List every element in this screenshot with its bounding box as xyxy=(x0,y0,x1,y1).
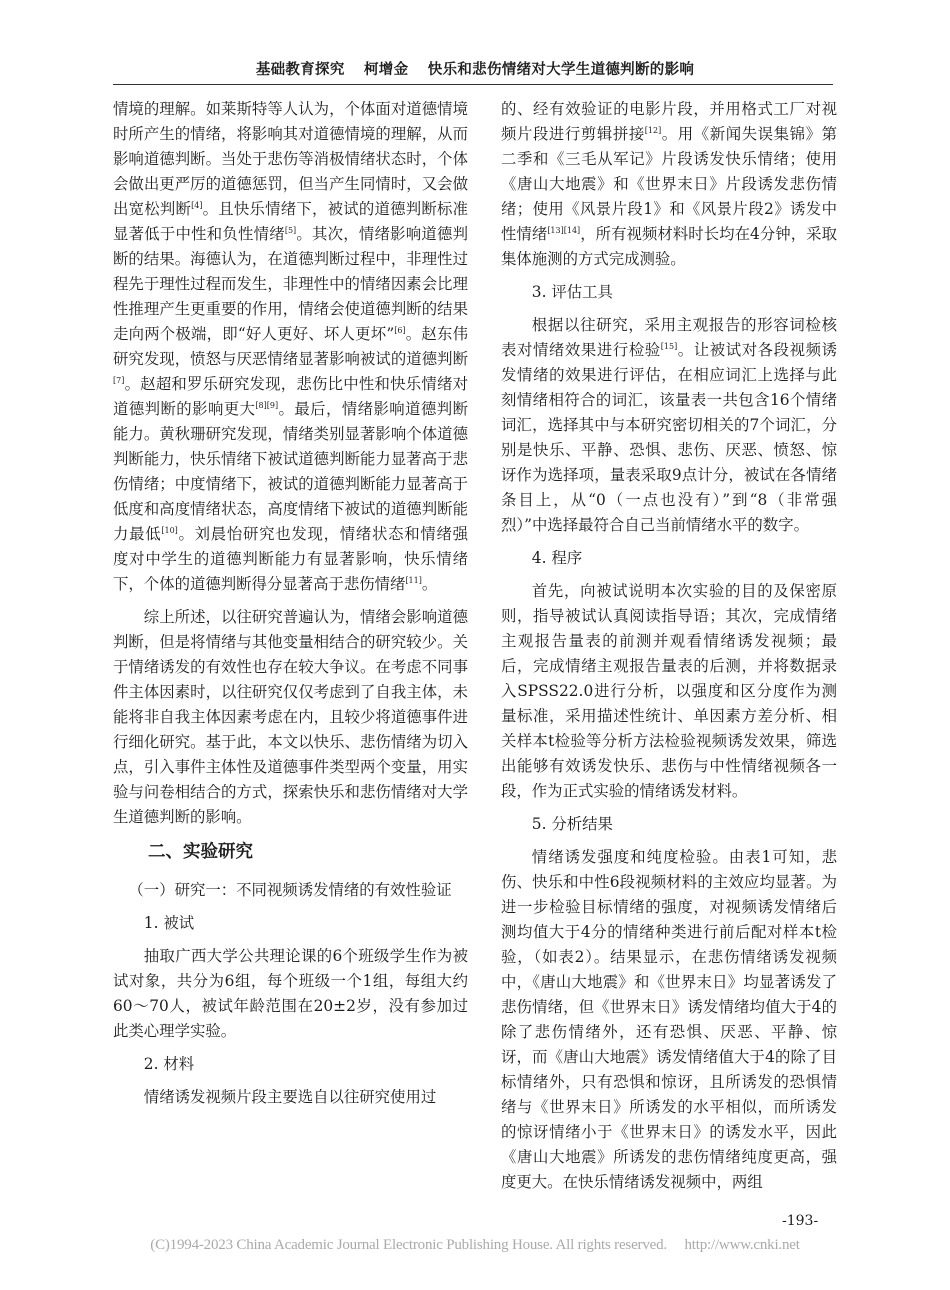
citation: [8][9] xyxy=(255,400,279,410)
copyright-text: (C)1994-2023 China Academic Journal Electronic Publishing House. All rights reserved. xyxy=(150,1237,667,1253)
article-title: 快乐和悲伤情绪对大学生道德判断的影响 xyxy=(427,61,695,78)
page-number: -193- xyxy=(782,1213,819,1229)
subheading-instrument: 3. 评估工具 xyxy=(531,283,613,301)
study1-heading: （一）研究一：不同视频诱发情绪的有效性验证 xyxy=(128,881,452,899)
subheading-participants: 1. 被试 xyxy=(143,914,195,932)
left-column xyxy=(113,97,468,1118)
footer-url[interactable]: http://www.cnki.net xyxy=(684,1237,800,1253)
subheading-results: 5. 分析结果 xyxy=(531,815,613,833)
copyright-footer xyxy=(0,1237,950,1254)
citation: [12] xyxy=(644,125,662,135)
paragraph-summary: 综上所述，以往研究普遍认为，情绪会影响道德判断，但是将情绪与其他变量相结合的研究较少。关于情绪诱发的有效性也存在较大争议。在考虑不同事件主体因素时，以往研究仅仅考虑到了自我主体，未能将非自我主体因素考虑在内，且较少将道德事件进行细化研究。基于此，本文以快乐、悲伤情绪为切入点，引入事件主体性及道德事件类型两个变量，用实验与问卷相结合的方式，探索快乐和悲伤情绪对大学生道德判断的影响。 xyxy=(113,608,468,826)
right-column xyxy=(501,97,837,1203)
citation: [5] xyxy=(284,225,297,235)
header-divider xyxy=(113,84,833,85)
paragraph-participants: 抽取广西大学公共理论课的6个班级学生作为被试对象，共分为6组，每个班级一个1组，每组大约60～70人，被试年龄范围在20±2岁，没有参加过此类心理学实验。 xyxy=(113,947,468,1040)
paragraph-materials-start: 情绪诱发视频片段主要选自以往研究使用过 xyxy=(143,1088,437,1106)
author-name: 柯增金 xyxy=(364,61,409,78)
citation: [13][14] xyxy=(547,225,581,235)
section-heading: 二、实验研究 xyxy=(148,842,253,862)
subheading-procedure: 4. 程序 xyxy=(531,549,583,567)
running-header xyxy=(0,58,950,79)
paragraph-procedure: 首先，向被试说明本次实验的目的及保密原则，指导被试认真阅读指导语；其次，完成情绪主观报告量表的前测并观看情绪诱发视频；最后，完成情绪主观报告量表的后测，并将数据录入SPSS22.0进行分析，以强度和区分度作为测量标准，采用描述性统计、单因素方差分析、相关样本t检验等分析方法检验视频诱发效果，筛选出能够有效诱发快乐、悲伤与中性情绪视频各一段，作为正式实验的情绪诱发材料。 xyxy=(501,582,837,800)
citation: [11] xyxy=(405,575,422,585)
citation: [15] xyxy=(660,341,678,351)
paragraph-results: 情绪诱发强度和纯度检验。由表1可知，悲伤、快乐和中性6段视频材料的主效应均显著。为进一步检验目标情绪的强度，对视频诱发情绪后测均值大于4分的情绪种类进行前后配对样本t检验，（如表2）。结果显示，在悲伤情绪诱发视频中，《唐山大地震》和《世界末日》均显著诱发了悲伤情绪，但《世界末日》诱发情绪均值大于4的除了悲伤情绪外，还有恐惧、厌恶、平静、惊讶，而《唐山大地震》诱发情绪值大于4的除了目标情绪外，只有恐惧和惊讶，且所诱发的恐惧情绪与《世界末日》所诱发的水平相似，而所诱发的惊讶情绪小于《世界末日》的诱发水平，因此《唐山大地震》所诱发的悲伤情绪纯度更高，强度更大。在快乐情绪诱发视频中，两组 xyxy=(501,848,837,1191)
journal-name: 基础教育探究 xyxy=(255,61,345,78)
paragraph-materials-cont: 的、经有效验证的电影片段，并用格式工厂对视频片段进行剪辑拼接[12]。用《新闻失误集锦》第二季和《三毛从军记》片段诱发快乐情绪；使用《唐山大地震》和《世界末日》片段诱发悲伤情绪；使用《风景片段1》和《风景片段2》诱发中性情绪[13][14]，所有视频材料时长均在4分钟，采取集体施测的方式完成测验。 xyxy=(501,100,837,268)
citation: [10] xyxy=(161,525,178,535)
paragraph-instrument: 根据以往研究，采用主观报告的形容词检核表对情绪效果进行检验[15]。让被试对各段视频诱发情绪的效果进行评估，在相应词汇上选择与此刻情绪相符合的词汇，该量表一共包含16个情绪词汇，选择其中与本研究密切相关的7个词汇，分别是快乐、平静、恐惧、悲伤、厌恶、愤怒、惊讶作为选择项，量表采取9点计分，被试在各情绪条目上，从“0（一点也没有）”到“8（非常强烈）”中选择最符合自己当前情绪水平的数字。 xyxy=(501,316,837,534)
paragraph-literature-review: 情境的理解。如莱斯特等人认为，个体面对道德情境时所产生的情绪，将影响其对道德情境的理解，从而影响道德判断。当处于悲伤等消极情绪状态时，个体会做出更严厉的道德惩罚，但当产生同情时，又会做出宽松判断[4]。且快乐情绪下，被试的道德判断标准显著低于中性和负性情绪[5]。其次，情绪影响道德判断的结果。海德认为，在道德判断过程中，非理性过程先于理性过程而发生，非理性中的情绪因素会比理性推理产生更重要的作用，情绪会使道德判断的结果走向两个极端，即“好人更好、坏人更坏”[6]。赵东伟研究发现，愤怒与厌恶情绪显著影响被试的道德判断[7]。赵超和罗乐研究发现，悲伤比中性和快乐情绪对道德判断的影响更大[8][9]。最后，情绪影响道德判断能力。黄秋珊研究发现，情绪类别显著影响个体道德判断能力，快乐情绪下被试道德判断能力显著高于悲伤情绪；中度情绪下，被试的道德判断能力显著高于低度和高度情绪状态，高度情绪下被试的道德判断能力最低[10]。刘晨怡研究也发现，情绪状态和情绪强度对中学生的道德判断能力有显著影响，快乐情绪下，个体的道德判断得分显著高于悲伤情绪[11]。 xyxy=(113,100,468,593)
citation: [7] xyxy=(113,375,125,385)
subheading-materials: 2. 材料 xyxy=(143,1055,195,1073)
citation: [4] xyxy=(191,200,203,210)
citation: [6] xyxy=(394,325,406,335)
